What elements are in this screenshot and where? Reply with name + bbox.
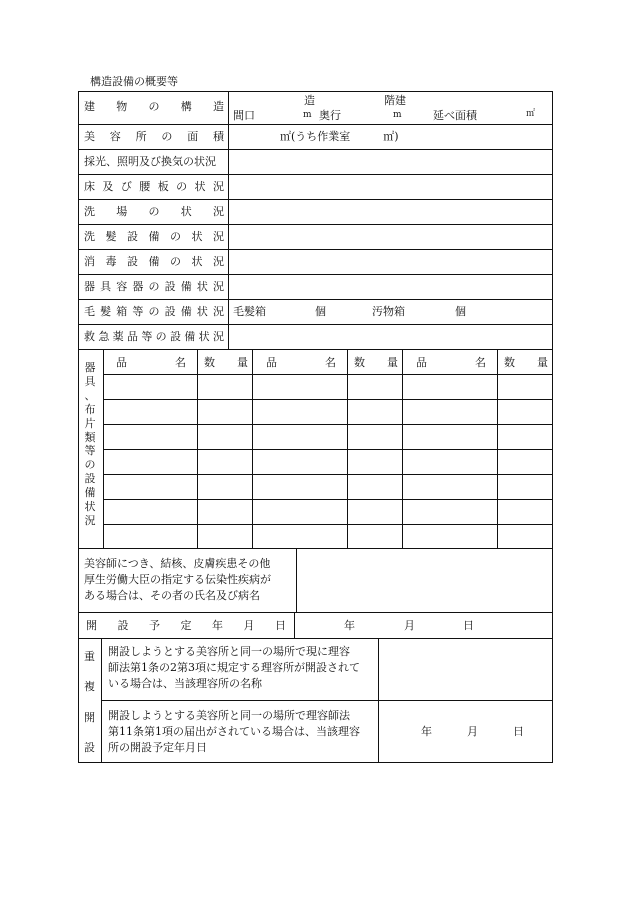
dup-q2-line3: 所の開設予定年月日 (108, 741, 207, 754)
structure-m2unit: ㎡ (526, 109, 536, 119)
label-hairbox: 毛 髪 箱 等 の 設 備 状 況 (84, 305, 224, 318)
eq-header-qty-1b: 量 (237, 356, 248, 369)
eq-header-qty-3b: 量 (537, 356, 548, 369)
eq-header-name-1a: 品 (116, 356, 127, 369)
disease-line1: 美容師につき、結核、皮膚疾患その他 (84, 557, 271, 570)
dup-side-1: 重 (84, 650, 95, 663)
disease-line2: 厚生労働大臣の指定する伝染性疾病が (84, 573, 271, 586)
eq-header-name-2b: 名 (325, 356, 336, 369)
dup-side-4: 設 (84, 741, 95, 754)
dup-side-3: 開 (84, 711, 95, 724)
opening-label: 開 設 予 定 年 月 日 (86, 619, 286, 632)
dup-q1-line2: 師法第1条の2第3項に規定する理容所が開設されて (108, 661, 360, 674)
dup-year: 年 (421, 725, 432, 738)
hairbox-label: 毛髪箱 (233, 305, 266, 318)
eq-header-name-2a: 品 (266, 356, 277, 369)
label-disinfect: 消 毒 設 備 の 状 況 (84, 255, 224, 268)
label-floor: 床 及 び 腰 板 の 状 況 (84, 180, 224, 193)
label-tools: 器 具 容 器 の 設 備 状 況 (84, 280, 224, 293)
dup-q2-line1: 開設しようとする美容所と同一の場所で理容師法 (108, 709, 350, 722)
dup-q1-line1: 開設しようとする美容所と同一の場所で現に理容 (108, 645, 350, 658)
opening-year: 年 (344, 619, 355, 632)
equipment-side-label: 器 具 、 布 片 類 等 の 設 備 状 況 (84, 361, 96, 527)
dup-side-2: 複 (84, 680, 95, 693)
dup-month: 月 (467, 725, 478, 738)
label-area: 美 容 所 の 面 積 (84, 130, 224, 143)
eq-header-name-3b: 名 (475, 356, 486, 369)
form-title: 構造設備の概要等 (90, 75, 178, 88)
hairbox-ko1: 個 (315, 305, 326, 318)
dup-day: 日 (513, 725, 524, 738)
structure-m1: m (303, 110, 312, 120)
label-hairwash: 洗 髪 設 備 の 状 況 (84, 230, 224, 243)
waste-label: 汚物箱 (372, 305, 405, 318)
label-structure: 建 物 の 構 造 (84, 100, 224, 113)
eq-header-qty-2a: 数 (354, 356, 365, 369)
structure-nobe: 延べ面積 (433, 109, 477, 122)
dup-q2-line2: 第11条第1項の届出がされている場合は、当該理容 (108, 725, 360, 738)
eq-header-qty-2b: 量 (387, 356, 398, 369)
structure-maguchi: 間口 (233, 109, 255, 122)
label-lighting: 採光、照明及び換気の状況 (84, 155, 216, 168)
structure-zou: 造 (304, 94, 315, 107)
label-firstaid: 救 急 薬 品 等 の 設 備 状 況 (84, 330, 224, 343)
dup-q1-line3: いる場合は、当該理容所の名称 (108, 677, 262, 690)
eq-header-name-3a: 品 (416, 356, 427, 369)
eq-header-name-1b: 名 (175, 356, 186, 369)
structure-m2: m (393, 110, 402, 120)
hairbox-ko2: 個 (455, 305, 466, 318)
opening-month: 月 (404, 619, 415, 632)
opening-day: 日 (463, 619, 474, 632)
label-washroom: 洗 場 の 状 況 (84, 205, 224, 218)
area-value: ㎡(うち作業室 ㎡) (280, 130, 399, 143)
eq-header-qty-3a: 数 (504, 356, 515, 369)
disease-line3: ある場合は、その者の氏名及び病名 (84, 589, 260, 602)
structure-kai: 階建 (384, 94, 406, 107)
structure-okuyuki: 奥行 (319, 109, 341, 122)
eq-header-qty-1a: 数 (204, 356, 215, 369)
